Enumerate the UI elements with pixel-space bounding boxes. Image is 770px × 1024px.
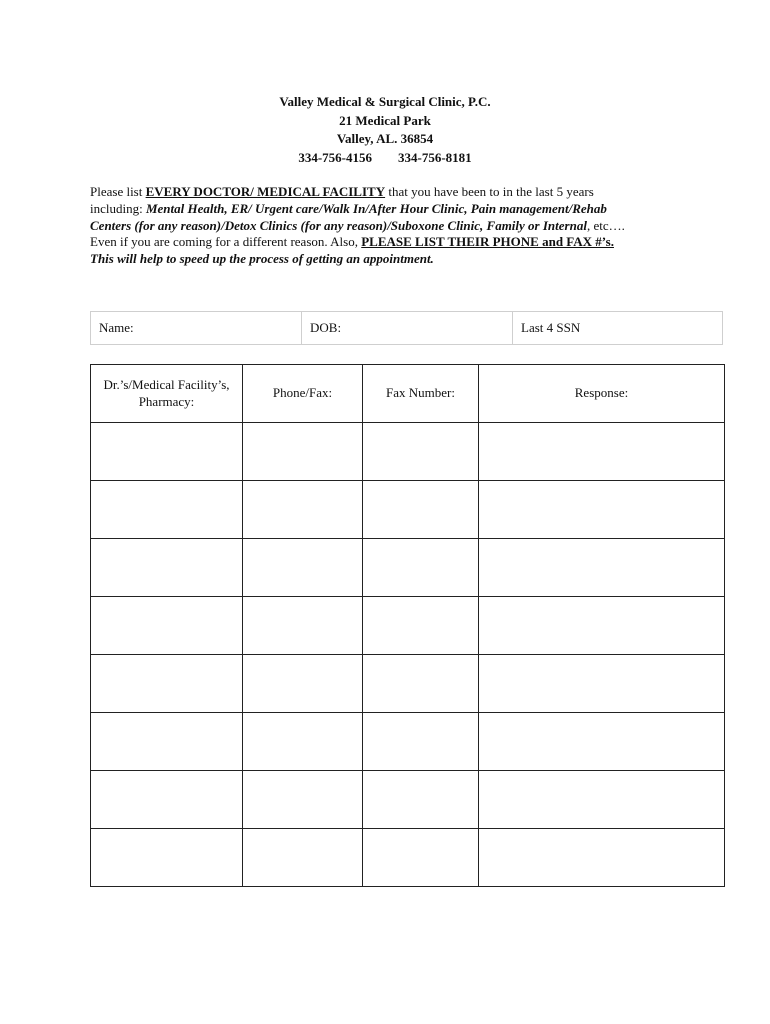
response-cell[interactable] [479, 423, 725, 481]
instructions-line-4 [90, 234, 690, 251]
clinic-phones [0, 149, 770, 168]
instructions-text: Please list [90, 184, 146, 199]
phone-fax-cell[interactable] [243, 713, 363, 771]
response-cell[interactable] [479, 713, 725, 771]
phone-fax-cell[interactable] [243, 539, 363, 597]
clinic-street: 21 Medical Park [339, 112, 431, 128]
instructions-text: Even if you are coming for a different reason. Also, [90, 234, 362, 250]
facility-cell[interactable] [91, 597, 243, 655]
table-row [91, 481, 725, 539]
table-header-row [91, 365, 725, 423]
phone-fax-cell[interactable] [243, 771, 363, 829]
fax-number-cell[interactable] [363, 713, 479, 771]
clinic-phone-1: 334-756-4156 [298, 149, 372, 165]
medical-history-table [90, 364, 725, 887]
phone-fax-cell[interactable] [243, 481, 363, 539]
ssn-label: Last 4 SSN [521, 320, 581, 335]
response-cell[interactable] [479, 771, 725, 829]
instructions-text: , etc…. [586, 217, 625, 233]
phone-fax-cell[interactable] [243, 597, 363, 655]
facility-cell[interactable] [91, 713, 243, 771]
instructions-line-1 [90, 184, 690, 201]
phone-fax-cell[interactable] [243, 829, 363, 887]
name-field[interactable] [91, 312, 302, 345]
facility-cell[interactable] [91, 829, 243, 887]
instructions-line-5: This will help to speed up the process of getting an appointment. [90, 251, 434, 267]
fax-number-cell[interactable] [363, 539, 479, 597]
header-fax-number: Fax Number: [363, 365, 479, 423]
instructions-emphasis: EVERY DOCTOR/ MEDICAL FACILITY [145, 184, 386, 199]
facility-cell[interactable] [91, 423, 243, 481]
header-facility: Dr.’s/Medical Facility’s, Pharmacy: [91, 365, 243, 423]
table-row [91, 597, 725, 655]
clinic-phone-2: 334-756-8181 [398, 149, 472, 165]
table-row [91, 771, 725, 829]
fax-number-cell[interactable] [363, 771, 479, 829]
dob-field[interactable] [302, 312, 513, 345]
instructions-facility-types: Centers (for any reason)/Detox Clinics (for any reason)/Suboxone Clinic, Family or Internal [90, 217, 587, 233]
header-phone-fax: Phone/Fax: [243, 365, 363, 423]
phone-fax-cell[interactable] [243, 423, 363, 481]
header-response: Response: [479, 365, 725, 423]
table-row [91, 539, 725, 597]
fax-number-cell[interactable] [363, 481, 479, 539]
instructions-text: including: [90, 200, 146, 216]
table-row [91, 423, 725, 481]
instructions-text: that you have been to in the last 5 years [385, 184, 594, 199]
instructions-line-3 [90, 218, 690, 235]
fax-number-cell[interactable] [363, 423, 479, 481]
facility-cell[interactable] [91, 655, 243, 713]
name-label: Name: [99, 320, 134, 335]
instructions-facility-types: Mental Health, ER/ Urgent care/Walk In/After Hour Clinic, Pain management/Rehab [145, 200, 607, 216]
response-cell[interactable] [479, 829, 725, 887]
facility-cell[interactable] [91, 481, 243, 539]
table-row [91, 655, 725, 713]
response-cell[interactable] [479, 655, 725, 713]
table-row [91, 829, 725, 887]
fax-number-cell[interactable] [363, 655, 479, 713]
patient-info-table [90, 311, 723, 345]
facility-cell[interactable] [91, 771, 243, 829]
clinic-city: Valley, AL. 36854 [336, 131, 434, 147]
ssn-field[interactable] [513, 312, 723, 345]
dob-label: DOB: [310, 320, 342, 335]
fax-number-cell[interactable] [363, 597, 479, 655]
instructions-emphasis: PLEASE LIST THEIR PHONE and FAX #’s. [361, 234, 614, 250]
clinic-name: Valley Medical & Surgical Clinic, P.C. [279, 94, 491, 109]
instructions [90, 184, 690, 268]
response-cell[interactable] [479, 597, 725, 655]
table-body [91, 423, 725, 887]
clinic-header [0, 93, 770, 167]
fax-number-cell[interactable] [363, 829, 479, 887]
facility-cell[interactable] [91, 539, 243, 597]
response-cell[interactable] [479, 481, 725, 539]
instructions-line-2 [90, 201, 690, 218]
response-cell[interactable] [479, 539, 725, 597]
table-row [91, 713, 725, 771]
phone-fax-cell[interactable] [243, 655, 363, 713]
